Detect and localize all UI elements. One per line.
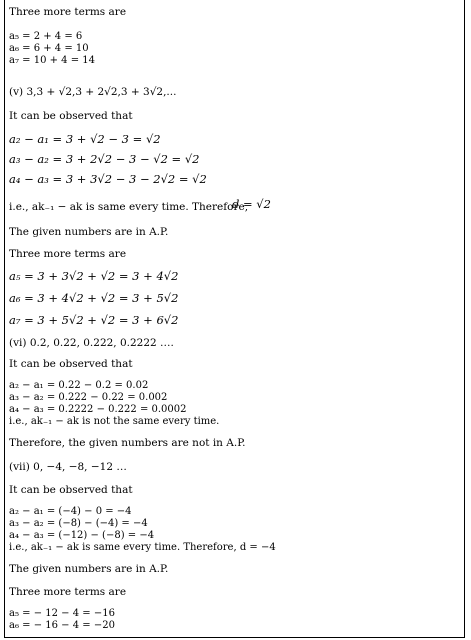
equation-line: a₄ − a₃ = (−12) − (−8) = −4 [9,530,155,541]
math-line: a₄ − a₃ = 3 + 3√2 − 3 − 2√2 = √2 [9,172,207,186]
equation-line: a₃ − a₂ = 0.222 − 0.22 = 0.002 [9,392,168,403]
equation-line: a₄ − a₃ = 0.2222 − 0.222 = 0.0002 [9,404,187,415]
text-line: It can be observed that [9,110,133,122]
math-line: a₅ = 3 + 3√2 + √2 = 3 + 4√2 [9,269,179,283]
math-line: a₇ = 3 + 5√2 + √2 = 3 + 6√2 [9,313,179,327]
math-line: a₂ − a₁ = 3 + √2 − 3 = √2 [9,132,161,146]
equation-line: a₂ − a₁ = 0.22 − 0.2 = 0.02 [9,380,149,391]
text-line: i.e., ak₋₁ − ak is not the same every time. [9,416,220,427]
math-inline: d = √2 [232,197,271,211]
section-heading: (vi) 0.2, 0.22, 0.222, 0.2222 …. [9,337,174,349]
equation-line: a₆ = − 16 − 4 = −20 [9,620,115,631]
equation-line: a₆ = 6 + 4 = 10 [9,43,89,54]
equation-line: a₅ = 2 + 4 = 6 [9,31,83,42]
text-line: It can be observed that [9,358,133,370]
text-line: Three more terms are [9,248,127,260]
text-line: Three more terms are [9,586,127,598]
equation-line: a₇ = 10 + 4 = 14 [9,55,95,66]
equation-line: a₅ = − 12 − 4 = −16 [9,608,115,619]
text-line: The given numbers are in A.P. [9,226,169,238]
section-heading: (v) 3,3 + √2,3 + 2√2,3 + 3√2,... [9,86,177,98]
text-line: Therefore, the given numbers are not in A.P. [9,437,246,449]
equation-line: a₂ − a₁ = (−4) − 0 = −4 [9,506,132,517]
text-line: i.e., ak₋₁ − ak is same every time. Therefore, d = −4 [9,542,276,553]
math-line: a₆ = 3 + 4√2 + √2 = 3 + 5√2 [9,291,179,305]
math-line: a₃ − a₂ = 3 + 2√2 − 3 − √2 = √2 [9,152,200,166]
section-heading: (vii) 0, −4, −8, −12 … [9,461,127,473]
text-line: i.e., ak₋₁ − ak is same every time. Therefore, [9,201,249,213]
equation-line: a₃ − a₂ = (−8) − (−4) = −4 [9,518,148,529]
text-line: Three more terms are [9,6,127,18]
text-line: The given numbers are in A.P. [9,563,169,575]
text-line: It can be observed that [9,484,133,496]
